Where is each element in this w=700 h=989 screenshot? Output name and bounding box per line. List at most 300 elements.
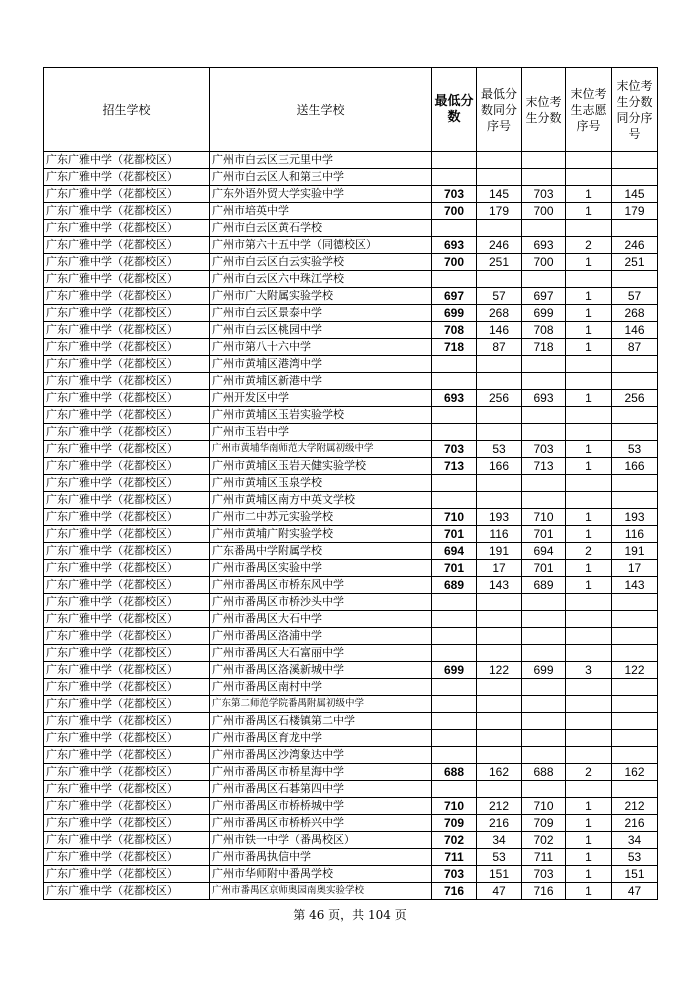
cell-last-rank: 34 [612, 832, 658, 849]
cell-last-rank [612, 152, 658, 169]
cell-last-rank [612, 475, 658, 492]
cell-last-choice: 2 [566, 764, 612, 781]
cell-source-school: 广州市白云区白云实验学校 [210, 254, 432, 271]
cell-min-score-rank [477, 696, 522, 713]
cell-min-score-rank [477, 594, 522, 611]
cell-last-choice [566, 679, 612, 696]
table-row [44, 254, 658, 271]
cell-last-score [522, 645, 566, 662]
table-row [44, 883, 658, 900]
table-row [44, 798, 658, 815]
cell-school: 广东广雅中学（花都校区） [44, 356, 210, 373]
table-row [44, 645, 658, 662]
cell-last-choice [566, 356, 612, 373]
table-row [44, 475, 658, 492]
cell-min-score: 697 [432, 288, 477, 305]
cell-last-choice: 1 [566, 798, 612, 815]
cell-school: 广东广雅中学（花都校区） [44, 407, 210, 424]
cell-last-rank: 246 [612, 237, 658, 254]
cell-school: 广东广雅中学（花都校区） [44, 373, 210, 390]
cell-last-choice [566, 169, 612, 186]
cell-last-choice [566, 611, 612, 628]
cell-last-score: 699 [522, 662, 566, 679]
table-row [44, 560, 658, 577]
table-row [44, 849, 658, 866]
cell-min-score: 700 [432, 254, 477, 271]
table-row [44, 373, 658, 390]
cell-school: 广东广雅中学（花都校区） [44, 730, 210, 747]
cell-min-score-rank: 246 [477, 237, 522, 254]
cell-last-rank: 212 [612, 798, 658, 815]
cell-last-score [522, 730, 566, 747]
cell-last-score: 699 [522, 305, 566, 322]
cell-min-score: 718 [432, 339, 477, 356]
cell-last-choice: 1 [566, 849, 612, 866]
cell-last-score [522, 492, 566, 509]
cell-min-score: 710 [432, 798, 477, 815]
cell-min-score: 703 [432, 186, 477, 203]
cell-min-score: 700 [432, 203, 477, 220]
cell-school: 广东广雅中学（花都校区） [44, 339, 210, 356]
cell-last-score [522, 781, 566, 798]
table-row [44, 492, 658, 509]
cell-last-score: 700 [522, 203, 566, 220]
cell-last-score: 701 [522, 560, 566, 577]
table-row [44, 764, 658, 781]
cell-last-rank: 116 [612, 526, 658, 543]
cell-min-score-rank [477, 373, 522, 390]
cell-min-score: 702 [432, 832, 477, 849]
cell-min-score-rank: 179 [477, 203, 522, 220]
cell-school: 广东广雅中学（花都校区） [44, 628, 210, 645]
cell-last-score: 693 [522, 237, 566, 254]
cell-last-choice [566, 696, 612, 713]
cell-school: 广东广雅中学（花都校区） [44, 475, 210, 492]
cell-last-choice [566, 407, 612, 424]
cell-source-school: 广州市番禺区南村中学 [210, 679, 432, 696]
cell-last-score [522, 628, 566, 645]
cell-min-score-rank [477, 220, 522, 237]
cell-last-rank [612, 747, 658, 764]
cell-source-school: 广州市玉岩中学 [210, 424, 432, 441]
cell-source-school: 广州市番禺区市桥沙头中学 [210, 594, 432, 611]
cell-last-choice [566, 645, 612, 662]
cell-school: 广东广雅中学（花都校区） [44, 237, 210, 254]
cell-source-school: 广州市番禺区洛浦中学 [210, 628, 432, 645]
cell-source-school: 广东外语外贸大学实验中学 [210, 186, 432, 203]
cell-last-choice: 1 [566, 560, 612, 577]
table-row [44, 305, 658, 322]
cell-min-score: 716 [432, 883, 477, 900]
cell-school: 广东广雅中学（花都校区） [44, 696, 210, 713]
cell-min-score [432, 492, 477, 509]
cell-min-score [432, 220, 477, 237]
cell-school: 广东广雅中学（花都校区） [44, 543, 210, 560]
cell-last-rank: 53 [612, 849, 658, 866]
cell-min-score [432, 152, 477, 169]
cell-last-choice [566, 730, 612, 747]
cell-min-score-rank [477, 475, 522, 492]
cell-source-school: 广州市番禺区京师奥园南奥实验学校 [210, 883, 432, 900]
header-last-rank: 末位考生分数同分序号 [612, 68, 658, 152]
cell-source-school: 广州市黄埔华南师范大学附属初级中学 [210, 441, 432, 458]
cell-last-rank: 53 [612, 441, 658, 458]
cell-min-score-rank [477, 730, 522, 747]
cell-min-score [432, 645, 477, 662]
header-row [44, 68, 658, 152]
table-row [44, 747, 658, 764]
cell-last-choice: 1 [566, 254, 612, 271]
header-min-score-rank: 最低分数同分序号 [477, 68, 522, 152]
table-row [44, 152, 658, 169]
cell-last-rank [612, 696, 658, 713]
cell-last-score [522, 373, 566, 390]
cell-source-school: 广东第二师范学院番禺附属初级中学 [210, 696, 432, 713]
cell-last-choice: 1 [566, 203, 612, 220]
table-row [44, 169, 658, 186]
cell-min-score [432, 356, 477, 373]
cell-school: 广东广雅中学（花都校区） [44, 679, 210, 696]
cell-min-score [432, 407, 477, 424]
cell-last-rank: 193 [612, 509, 658, 526]
cell-last-rank: 143 [612, 577, 658, 594]
table-row [44, 356, 658, 373]
cell-min-score [432, 475, 477, 492]
cell-last-score: 713 [522, 458, 566, 475]
cell-last-choice: 1 [566, 339, 612, 356]
cell-last-score [522, 152, 566, 169]
cell-school: 广东广雅中学（花都校区） [44, 560, 210, 577]
cell-last-choice: 1 [566, 526, 612, 543]
cell-last-choice: 1 [566, 832, 612, 849]
table-row [44, 594, 658, 611]
cell-min-score-rank [477, 713, 522, 730]
cell-last-choice: 1 [566, 441, 612, 458]
cell-school: 广东广雅中学（花都校区） [44, 611, 210, 628]
cell-last-score: 697 [522, 288, 566, 305]
cell-last-score: 700 [522, 254, 566, 271]
table-row [44, 781, 658, 798]
cell-last-rank: 166 [612, 458, 658, 475]
cell-school: 广东广雅中学（花都校区） [44, 390, 210, 407]
cell-min-score-rank: 122 [477, 662, 522, 679]
table-row [44, 390, 658, 407]
cell-min-score-rank [477, 424, 522, 441]
cell-school: 广东广雅中学（花都校区） [44, 458, 210, 475]
cell-last-choice: 1 [566, 866, 612, 883]
cell-school: 广东广雅中学（花都校区） [44, 577, 210, 594]
cell-last-choice [566, 747, 612, 764]
cell-min-score: 713 [432, 458, 477, 475]
cell-min-score [432, 781, 477, 798]
cell-last-choice [566, 152, 612, 169]
header-school: 招生学校 [44, 68, 210, 152]
cell-source-school: 广州市华师附中番禺学校 [210, 866, 432, 883]
table-row [44, 458, 658, 475]
table-row [44, 679, 658, 696]
table-row [44, 339, 658, 356]
cell-min-score [432, 679, 477, 696]
cell-min-score-rank: 191 [477, 543, 522, 560]
cell-school: 广东广雅中学（花都校区） [44, 492, 210, 509]
cell-school: 广东广雅中学（花都校区） [44, 883, 210, 900]
cell-last-choice: 2 [566, 543, 612, 560]
cell-last-choice: 1 [566, 390, 612, 407]
cell-min-score-rank: 34 [477, 832, 522, 849]
cell-min-score: 701 [432, 526, 477, 543]
cell-last-score [522, 611, 566, 628]
cell-school: 广东广雅中学（花都校区） [44, 849, 210, 866]
page-footer: 第 46 页，共 104 页 [293, 908, 407, 922]
table-row [44, 220, 658, 237]
cell-min-score [432, 730, 477, 747]
cell-min-score-rank: 251 [477, 254, 522, 271]
cell-min-score-rank: 166 [477, 458, 522, 475]
cell-min-score [432, 696, 477, 713]
cell-last-rank [612, 169, 658, 186]
cell-last-rank: 145 [612, 186, 658, 203]
cell-last-score [522, 271, 566, 288]
cell-min-score [432, 747, 477, 764]
cell-school: 广东广雅中学（花都校区） [44, 441, 210, 458]
cell-last-rank: 87 [612, 339, 658, 356]
table-row [44, 237, 658, 254]
cell-min-score: 689 [432, 577, 477, 594]
cell-last-choice [566, 492, 612, 509]
cell-last-score [522, 424, 566, 441]
cell-last-choice: 1 [566, 288, 612, 305]
cell-source-school: 广州市黄埔广附实验学校 [210, 526, 432, 543]
table-body [44, 152, 658, 900]
cell-last-score: 709 [522, 815, 566, 832]
cell-min-score-rank: 256 [477, 390, 522, 407]
cell-last-rank [612, 611, 658, 628]
header-source-school: 送生学校 [210, 68, 432, 152]
cell-last-score: 703 [522, 441, 566, 458]
table-row [44, 203, 658, 220]
table-row [44, 424, 658, 441]
cell-source-school: 广州市白云区三元里中学 [210, 152, 432, 169]
table-row [44, 577, 658, 594]
cell-min-score-rank [477, 679, 522, 696]
table-row [44, 696, 658, 713]
cell-source-school: 广州市黄埔区玉泉学校 [210, 475, 432, 492]
cell-last-rank [612, 492, 658, 509]
cell-school: 广东广雅中学（花都校区） [44, 220, 210, 237]
cell-min-score [432, 373, 477, 390]
cell-min-score-rank: 53 [477, 849, 522, 866]
cell-min-score: 699 [432, 305, 477, 322]
cell-last-choice [566, 594, 612, 611]
table-row [44, 288, 658, 305]
table-row [44, 407, 658, 424]
cell-school: 广东广雅中学（花都校区） [44, 662, 210, 679]
cell-last-choice: 1 [566, 509, 612, 526]
cell-last-rank [612, 373, 658, 390]
cell-min-score: 703 [432, 441, 477, 458]
cell-source-school: 广州市番禺区市桥东风中学 [210, 577, 432, 594]
cell-source-school: 广州市番禺区市桥星海中学 [210, 764, 432, 781]
cell-last-choice: 1 [566, 883, 612, 900]
cell-last-choice: 1 [566, 458, 612, 475]
cell-last-choice [566, 373, 612, 390]
cell-school: 广东广雅中学（花都校区） [44, 866, 210, 883]
cell-last-choice: 1 [566, 577, 612, 594]
cell-school: 广东广雅中学（花都校区） [44, 322, 210, 339]
cell-last-rank: 256 [612, 390, 658, 407]
cell-source-school: 广州市番禺区大石富丽中学 [210, 645, 432, 662]
cell-last-score: 702 [522, 832, 566, 849]
cell-min-score-rank: 87 [477, 339, 522, 356]
cell-last-rank: 162 [612, 764, 658, 781]
cell-source-school: 广州市番禺区实验中学 [210, 560, 432, 577]
cell-min-score-rank: 116 [477, 526, 522, 543]
table-row [44, 628, 658, 645]
cell-last-score: 701 [522, 526, 566, 543]
cell-last-rank: 17 [612, 560, 658, 577]
cell-min-score [432, 594, 477, 611]
table-row [44, 322, 658, 339]
table-row [44, 730, 658, 747]
cell-source-school: 广州市第六十五中学（同德校区） [210, 237, 432, 254]
cell-min-score: 708 [432, 322, 477, 339]
cell-last-rank: 57 [612, 288, 658, 305]
cell-source-school: 广州市广大附属实验学校 [210, 288, 432, 305]
cell-last-rank [612, 424, 658, 441]
table-row [44, 866, 658, 883]
cell-source-school: 广州市第八十六中学 [210, 339, 432, 356]
table-row [44, 713, 658, 730]
cell-source-school: 广州市二中苏元实验学校 [210, 509, 432, 526]
cell-last-choice [566, 713, 612, 730]
cell-source-school: 广州市番禺区市桥桥兴中学 [210, 815, 432, 832]
header-last-score: 末位考生分数 [522, 68, 566, 152]
cell-school: 广东广雅中学（花都校区） [44, 203, 210, 220]
cell-source-school: 广州市铁一中学（番禺校区） [210, 832, 432, 849]
cell-last-rank: 179 [612, 203, 658, 220]
cell-last-score [522, 713, 566, 730]
table-row [44, 271, 658, 288]
cell-last-score: 710 [522, 798, 566, 815]
cell-min-score: 710 [432, 509, 477, 526]
cell-min-score: 703 [432, 866, 477, 883]
cell-source-school: 广州市白云区六中珠江学校 [210, 271, 432, 288]
cell-school: 广东广雅中学（花都校区） [44, 169, 210, 186]
cell-source-school: 广州市黄埔区南方中英文学校 [210, 492, 432, 509]
cell-last-score: 708 [522, 322, 566, 339]
cell-source-school: 广州市白云区人和第三中学 [210, 169, 432, 186]
cell-last-score: 689 [522, 577, 566, 594]
cell-min-score-rank: 17 [477, 560, 522, 577]
cell-last-rank: 268 [612, 305, 658, 322]
cell-min-score-rank: 143 [477, 577, 522, 594]
cell-min-score-rank: 212 [477, 798, 522, 815]
cell-last-rank [612, 713, 658, 730]
cell-min-score: 711 [432, 849, 477, 866]
cell-last-rank [612, 679, 658, 696]
cell-source-school: 广州市白云区黄石学校 [210, 220, 432, 237]
cell-last-score: 718 [522, 339, 566, 356]
cell-last-score: 688 [522, 764, 566, 781]
table-row [44, 509, 658, 526]
header-last-choice: 末位考生志愿序号 [566, 68, 612, 152]
cell-min-score: 699 [432, 662, 477, 679]
cell-school: 广东广雅中学（花都校区） [44, 594, 210, 611]
cell-source-school: 广州市白云区景泰中学 [210, 305, 432, 322]
cell-school: 广东广雅中学（花都校区） [44, 271, 210, 288]
header-min-score: 最低分数 [432, 68, 477, 152]
cell-last-score [522, 475, 566, 492]
cell-school: 广东广雅中学（花都校区） [44, 645, 210, 662]
cell-last-choice: 1 [566, 305, 612, 322]
cell-min-score-rank: 268 [477, 305, 522, 322]
cell-last-choice [566, 781, 612, 798]
cell-source-school: 广东番禺中学附属学校 [210, 543, 432, 560]
cell-school: 广东广雅中学（花都校区） [44, 832, 210, 849]
cell-min-score-rank: 47 [477, 883, 522, 900]
cell-min-score-rank: 146 [477, 322, 522, 339]
cell-source-school: 广州市黄埔区玉岩天健实验学校 [210, 458, 432, 475]
cell-last-choice [566, 475, 612, 492]
cell-source-school: 广州市番禺区石碁第四中学 [210, 781, 432, 798]
cell-last-score [522, 679, 566, 696]
cell-last-rank [612, 730, 658, 747]
cell-min-score-rank [477, 781, 522, 798]
cell-last-score [522, 696, 566, 713]
cell-last-rank [612, 271, 658, 288]
cell-school: 广东广雅中学（花都校区） [44, 798, 210, 815]
cell-last-choice [566, 271, 612, 288]
cell-last-score: 694 [522, 543, 566, 560]
cell-last-rank: 146 [612, 322, 658, 339]
cell-last-score [522, 747, 566, 764]
cell-min-score-rank [477, 611, 522, 628]
cell-school: 广东广雅中学（花都校区） [44, 509, 210, 526]
cell-min-score-rank: 53 [477, 441, 522, 458]
cell-school: 广东广雅中学（花都校区） [44, 815, 210, 832]
cell-last-rank [612, 220, 658, 237]
cell-school: 广东广雅中学（花都校区） [44, 424, 210, 441]
cell-min-score-rank: 145 [477, 186, 522, 203]
cell-min-score: 693 [432, 390, 477, 407]
table-row [44, 662, 658, 679]
cell-source-school: 广州市培英中学 [210, 203, 432, 220]
cell-source-school: 广州市黄埔区港湾中学 [210, 356, 432, 373]
cell-last-choice [566, 628, 612, 645]
table-row [44, 526, 658, 543]
cell-last-rank [612, 594, 658, 611]
cell-last-rank: 151 [612, 866, 658, 883]
cell-source-school: 广州市番禺区沙湾象达中学 [210, 747, 432, 764]
cell-last-rank: 191 [612, 543, 658, 560]
cell-last-rank: 47 [612, 883, 658, 900]
cell-last-score [522, 356, 566, 373]
cell-min-score-rank: 162 [477, 764, 522, 781]
cell-school: 广东广雅中学（花都校区） [44, 186, 210, 203]
cell-min-score: 688 [432, 764, 477, 781]
cell-min-score-rank [477, 407, 522, 424]
cell-school: 广东广雅中学（花都校区） [44, 152, 210, 169]
cell-min-score-rank [477, 645, 522, 662]
cell-min-score-rank: 57 [477, 288, 522, 305]
cell-min-score [432, 611, 477, 628]
cell-last-rank [612, 356, 658, 373]
cell-min-score: 709 [432, 815, 477, 832]
cell-source-school: 广州市番禺区大石中学 [210, 611, 432, 628]
table-row [44, 543, 658, 560]
cell-last-score [522, 407, 566, 424]
cell-last-score [522, 220, 566, 237]
